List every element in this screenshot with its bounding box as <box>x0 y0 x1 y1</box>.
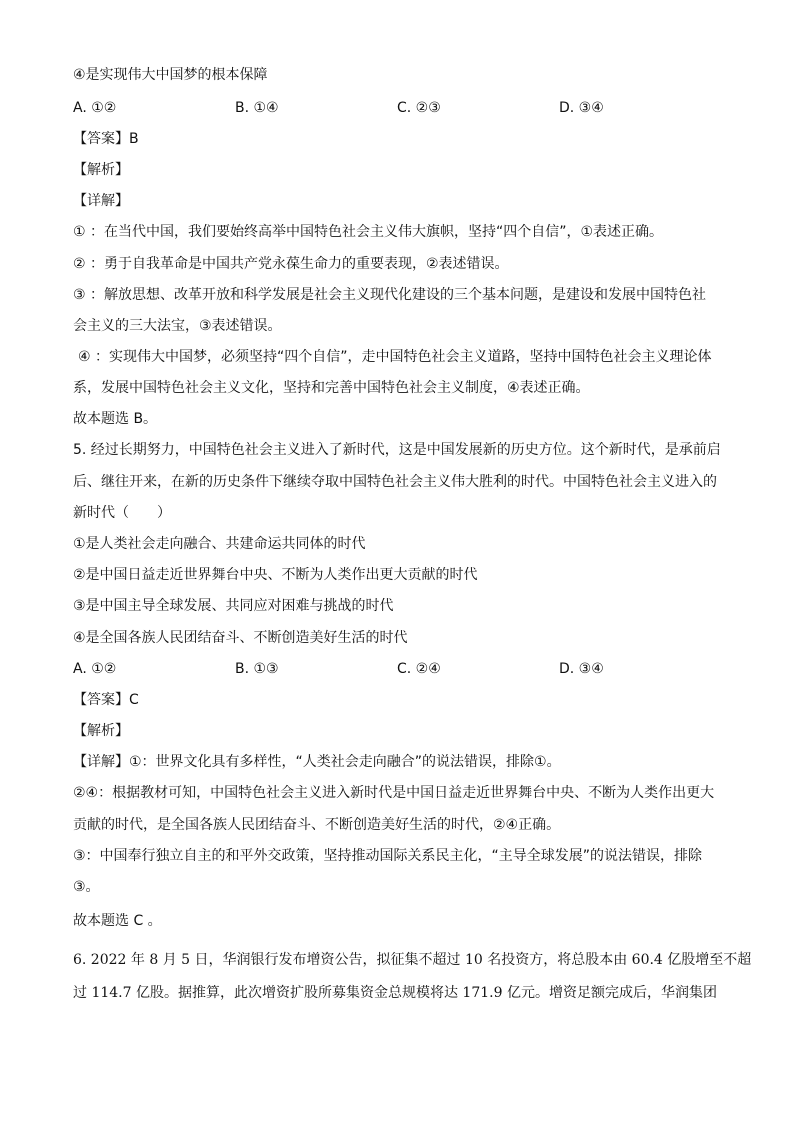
q5-detail-line: ③。 <box>73 879 100 895</box>
q4-detail-line: ② ：勇于自我革命是中国共产党永葆生命力的重要表现，②表述错误。 <box>73 256 509 272</box>
option-c: C. ②③ <box>397 100 441 116</box>
q5-detail-line: 贡献的时代，是全国各族人民团结奋斗、不断创造美好生活的时代，②④正确。 <box>73 817 561 833</box>
q5-answer: 【答案】C <box>73 692 139 708</box>
option-a: A. ①② <box>73 661 117 677</box>
q4-detail-line: ① ：在当代中国，我们要始终高举中国特色社会主义伟大旗帜，坚持“四个自信”，①表述正确。 <box>73 224 664 240</box>
q5-stem-line: 后、继往开来，在新的历史条件下继续夺取中国特色社会主义伟大胜利的时代。中国特色社会主义进入的 <box>73 474 717 490</box>
q4-options <box>73 98 723 118</box>
q5-statement: ①是人类社会走向融合、共建命运共同体的时代 <box>73 536 366 552</box>
option-d: D. ③④ <box>559 100 604 116</box>
q5-detail-line: ②④：根据教材可知，中国特色社会主义进入新时代是中国日益走近世界舞台中央、不断为人类作出更大 <box>73 785 715 801</box>
q4-detail-line: ④ ：实现伟大中国梦，必须坚持“四个自信”，走中国特色社会主义道路，坚持中国特色社会主义理论体 <box>78 349 712 365</box>
q5-detail-line: ③：中国奉行独立自主的和平外交政策，坚持推动国际关系民主化，“主导全球发展”的说法错误，排除 <box>73 848 703 864</box>
q4-detail-line: ③ ：解放思想、改革开放和科学发展是社会主义现代化建设的三个基本问题，是建设和发展中国特色社 <box>73 287 706 303</box>
q4-conclusion: 故本题选 B。 <box>73 411 158 427</box>
option-a: A. ①② <box>73 100 117 116</box>
q4-answer: 【答案】B <box>73 131 139 147</box>
q5-analysis-heading: 【解析】 <box>73 723 129 739</box>
q5-stem-line: 新时代（ ） <box>73 505 171 521</box>
q4-detail-line: 会主义的三大法宝，③表述错误。 <box>73 318 282 334</box>
q4-statement-4: ④是实现伟大中国梦的根本保障 <box>73 67 268 83</box>
q5-statement: ②是中国日益走近世界舞台中央、不断为人类作出更大贡献的时代 <box>73 567 478 583</box>
q4-detail-line: 系，发展中国特色社会主义文化，坚持和完善中国特色社会主义制度，④表述正确。 <box>73 380 590 396</box>
q5-options <box>73 659 723 679</box>
option-d: D. ③④ <box>559 661 604 677</box>
q6-stem-line: 过 114.7 亿股。据推算，此次增资扩股所募集资金总规模将达 171.9 亿元。增资足额完成后，华润集团 <box>73 985 717 1001</box>
q6-stem-line: 6. 2022 年 8 月 5 日，华润银行发布增资公告，拟征集不超过 10 名投资方，将总股本由 60.4 亿股增至不超 <box>73 952 752 968</box>
q5-detail-line: 【详解】①：世界文化具有多样性，“人类社会走向融合”的说法错误，排除①。 <box>73 754 561 770</box>
q5-statement: ④是全国各族人民团结奋斗、不断创造美好生活的时代 <box>73 630 408 646</box>
q5-statement: ③是中国主导全球发展、共同应对困难与挑战的时代 <box>73 598 394 614</box>
option-b: B. ①③ <box>235 661 279 677</box>
option-b: B. ①④ <box>235 100 279 116</box>
q5-conclusion: 故本题选 C 。 <box>73 913 162 929</box>
q5-stem-line: 5. 经过长期努力，中国特色社会主义进入了新时代，这是中国发展新的历史方位。这个新时代，是承前启 <box>73 442 721 458</box>
option-c: C. ②④ <box>397 661 441 677</box>
q4-analysis-heading: 【解析】 <box>73 162 129 178</box>
q4-detail-heading: 【详解】 <box>73 193 129 209</box>
